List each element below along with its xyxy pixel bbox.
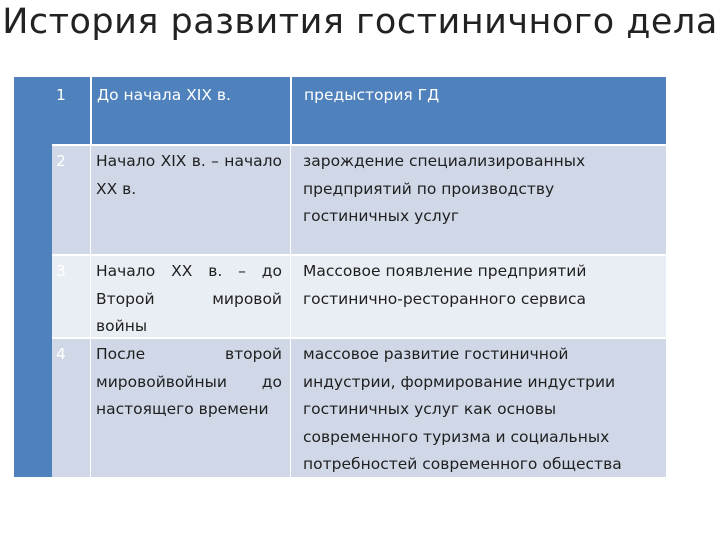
period-cell: Начало XIX в. – начало XX в. — [90, 146, 290, 254]
description-cell: массовое развитие гостиничной индустрии, формирование индустрии гостиничных услуг как основы современного туризма и социальных потребностей современного общества — [290, 339, 666, 477]
history-table — [14, 77, 666, 477]
slide-title: История развития гостиничного дела — [2, 2, 718, 42]
table-row-1 — [52, 77, 666, 144]
period-cell: После второй мировойвойныи до настоящего времени — [90, 339, 290, 477]
description-cell: зарождение специализированных предприятий по производству гостиничных услуг — [290, 146, 666, 254]
row-number: 1 — [56, 86, 66, 104]
table-row-3 — [52, 254, 666, 337]
table-accent-column — [14, 77, 52, 477]
table-row-2 — [52, 144, 666, 254]
description-cell: предыстория ГД — [290, 77, 666, 144]
table-row-4 — [52, 337, 666, 477]
row-number: 3 — [56, 262, 66, 280]
row-number: 4 — [56, 345, 66, 363]
period-cell: До начала XIX в. — [90, 77, 290, 144]
period-cell: Начало XX в. – до Второй мировой войны — [90, 256, 290, 337]
description-cell: Массовое появление предприятий гостинично-ресторанного сервиса — [290, 256, 666, 337]
row-number: 2 — [56, 152, 66, 170]
